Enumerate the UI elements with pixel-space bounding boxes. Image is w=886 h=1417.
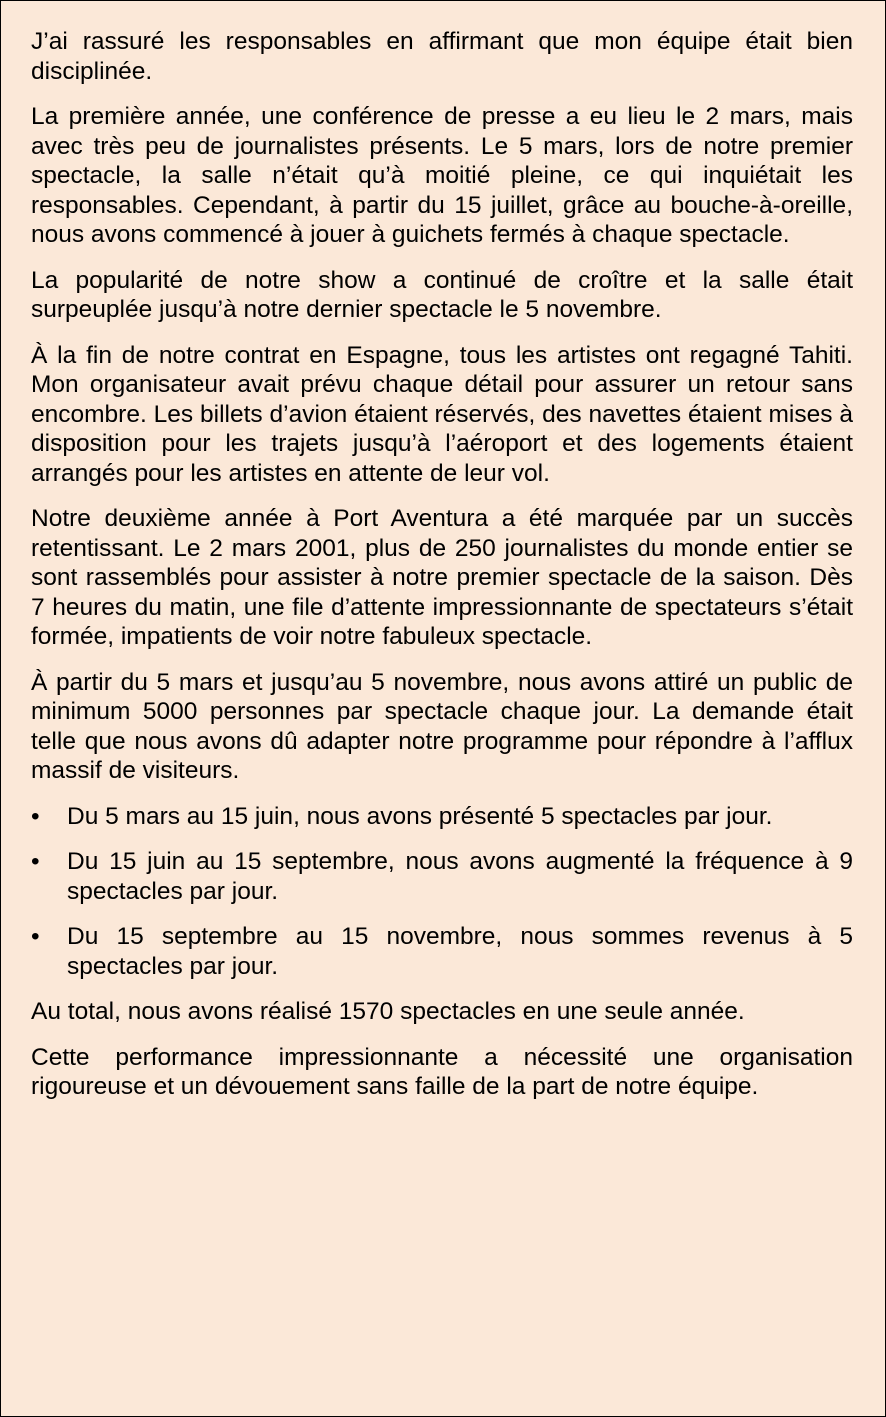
paragraph-second-year: Notre deuxième année à Port Aventura a été marquée par un succès retentissant. Le 2 mars 2001, plus de 250 journalistes du monde entier se sont rassemblés pour assister à notre premier spectacle de la saison. Dès 7 heures du matin, une file d’attente impressionnante de spectateurs s’était formée, impatients de voir notre fabuleux spectacle.: [31, 505, 853, 650]
bullet-icon: •: [31, 802, 40, 830]
list-item-text: Du 15 septembre au 15 novembre, nous sommes revenus à 5 spectacles par jour.: [67, 923, 853, 980]
paragraph-first-year: La première année, une conférence de presse a eu lieu le 2 mars, mais avec très peu de journalistes présents. Le 5 mars, lors de notre premier spectacle, la salle n’était qu’à moitié pleine, ce qui inquiétait les responsables. Cependant, à partir du 15 juillet, grâce au bouche-à-oreille, nous avons commencé à jouer à guichets fermés à chaque spectacle.: [31, 103, 853, 248]
paragraph-contract-end: À la fin de notre contrat en Espagne, tous les artistes ont regagné Tahiti. Mon organisateur avait prévu chaque détail pour assurer un retour sans encombre. Les billets d’avion étaient réservés, des navettes étaient mises à disposition pour les trajets jusqu’à l’aéroport et des logements étaient arrangés pour les artistes en attente de leur vol.: [31, 341, 853, 487]
bullet-icon: •: [31, 923, 40, 950]
schedule-list: [31, 802, 853, 982]
paragraph-reassurance: J’ai rassuré les responsables en affirmant que mon équipe était bien disciplinée.: [31, 28, 853, 85]
list-item-text: Du 15 juin au 15 septembre, nous avons augmenté la fréquence à 9 spectacles par jour.: [67, 848, 853, 905]
list-item-text: Du 5 mars au 15 juin, nous avons présenté 5 spectacles par jour.: [67, 802, 773, 830]
list-item: [31, 922, 853, 981]
paragraph-audience: À partir du 5 mars et jusqu’au 5 novembre, nous avons attiré un public de minimum 5000 personnes par spectacle chaque jour. La demande était telle que nous avons dû adapter notre programme pour répondre à l’afflux massif de visiteurs.: [31, 668, 853, 784]
paragraph-popularity: La popularité de notre show a continué de croître et la salle était surpeuplée jusqu’à notre dernier spectacle le 5 novembre.: [31, 266, 853, 323]
bullet-icon: •: [31, 848, 40, 875]
paragraph-performance: Cette performance impressionnante a nécessité une organisation rigoureuse et un dévouement sans faille de la part de notre équipe.: [31, 1043, 853, 1100]
paragraph-total: Au total, nous avons réalisé 1570 spectacles en une seule année.: [31, 998, 745, 1025]
list-item: [31, 802, 853, 832]
list-item: [31, 847, 853, 906]
